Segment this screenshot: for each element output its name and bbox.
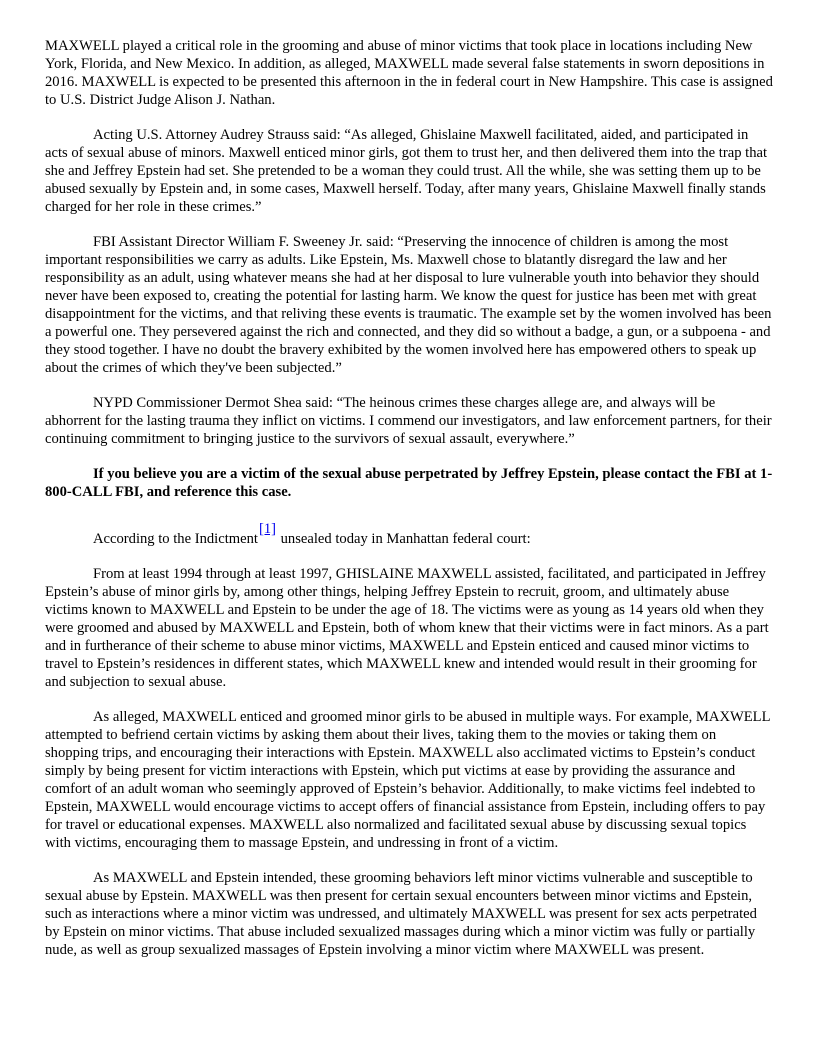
paragraph-scheme-summary: From at least 1994 through at least 1997, GHISLAINE MAXWELL assisted, facilitated, and participated in Jeffrey Epstein’s abuse of minor girls by, among other things, helping Jeffrey Epstein to recruit, groom, and ultimately abuse victims known to MAXWELL and Epstein to be under the age of 18. The victims were as young as 14 years old when they were groomed and abused by MAXWELL and Epstein, both of whom knew that their victims were in fact minors. As a part and in furtherance of their scheme to abuse minor victims, MAXWELL and Epstein enticed and caused minor victims to travel to Epstein’s residences in different states, which MAXWELL knew and intended would result in their grooming for and subjection to sexual abuse.	[45, 566, 769, 690]
paragraph-intro-continuation: MAXWELL played a critical role in the grooming and abuse of minor victims that took place in locations including New York, Florida, and New Mexico. In addition, as alleged, MAXWELL made several false statements in sworn depositions in 2016. MAXWELL is expected to be presented this afternoon in the in federal court in New Hampshire. This case is assigned to U.S. District Judge Alison J. Nathan.	[45, 38, 773, 108]
indictment-intro-tail: unsealed today in Manhattan federal court:	[276, 531, 531, 547]
paragraph-strauss-quote: Acting U.S. Attorney Audrey Strauss said: “As alleged, Ghislaine Maxwell facilitated, aided, and participated in acts of sexual abuse of minors. Maxwell enticed minor girls, got them to trust her, and then delivered them into the trap that she and Jeffrey Epstein had set. She pretended to be a woman they could trust. All the while, she was setting them up to be abused sexually by Epstein and, in some cases, Maxwell herself. Today, after many years, Ghislaine Maxwell finally stands charged for her role in these crimes.”	[45, 127, 768, 215]
paragraph-sweeney-quote: FBI Assistant Director William F. Sweeney Jr. said: “Preserving the innocence of children is among the most important responsibilities we carry as adults. Like Epstein, Ms. Maxwell chose to blatantly disregard the law and her responsibility as an adult, using whatever means she had at her disposal to lure vulnerable youth into behavior they should never have been exposed to, creating the potential for lasting harm. We know the quest for justice has been met with great disappointment for the victims, and that reliving these events is traumatic. The example set by the women involved has been a powerful one. They persevered against the rich and connected, and they did so without a badge, a gun, or a subpoena - and they stood together. I have no doubt the bravery exhibited by the women involved here has empowered others to speak up about the crimes of which they've been subjected.”	[45, 234, 772, 376]
paragraph-grooming-methods: As alleged, MAXWELL enticed and groomed minor girls to be abused in multiple ways. For example, MAXWELL attempted to befriend certain victims by asking them about their lives, taking them to the movies or taking them on shopping trips, and encouraging their interactions with Epstein. MAXWELL also acclimated victims to Epstein’s conduct simply by being present for victim interactions with Epstein, which put victims at ease by providing the assurance and comfort of an adult woman who seemingly approved of Epstein’s behavior. Additionally, to make victims feel indebted to Epstein, MAXWELL would encourage victims to accept offers of financial assistance from Epstein, including offers to pay for travel or educational expenses. MAXWELL also normalized and facilitated sexual abuse by discussing sexual topics with victims, encouraging them to massage Epstein, and undressing in front of a victim.	[45, 709, 770, 851]
paragraph-vulnerability: As MAXWELL and Epstein intended, these grooming behaviors left minor victims vulnerable and susceptible to sexual abuse by Epstein. MAXWELL was then present for certain sexual encounters between minor victims and Epstein, such as interactions where a minor victim was undressed, and ultimately MAXWELL was present for sex acts perpetrated by Epstein on minor victims. That abuse included sexualized massages during which a minor victim was fully or partially nude, as well as group sexualized massages of Epstein involving a minor victim where MAXWELL was present.	[45, 870, 757, 958]
indictment-intro-text: According to the Indictment	[93, 531, 258, 547]
paragraph-shea-quote: NYPD Commissioner Dermot Shea said: “The heinous crimes these charges allege are, and always will be abhorrent for the lasting trauma they inflict on victims. I commend our investigators, and law enforcement partners, for their continuing commitment to bringing justice to the survivors of sexual assault, everywhere.”	[45, 395, 772, 447]
document-body	[45, 37, 773, 976]
paragraph-indictment-intro	[45, 521, 773, 548]
footnote-link-1[interactable]: [1]	[258, 521, 276, 537]
paragraph-fbi-contact: If you believe you are a victim of the sexual abuse perpetrated by Jeffrey Epstein, please contact the FBI at 1-800-CALL FBI, and reference this case.	[45, 466, 773, 500]
